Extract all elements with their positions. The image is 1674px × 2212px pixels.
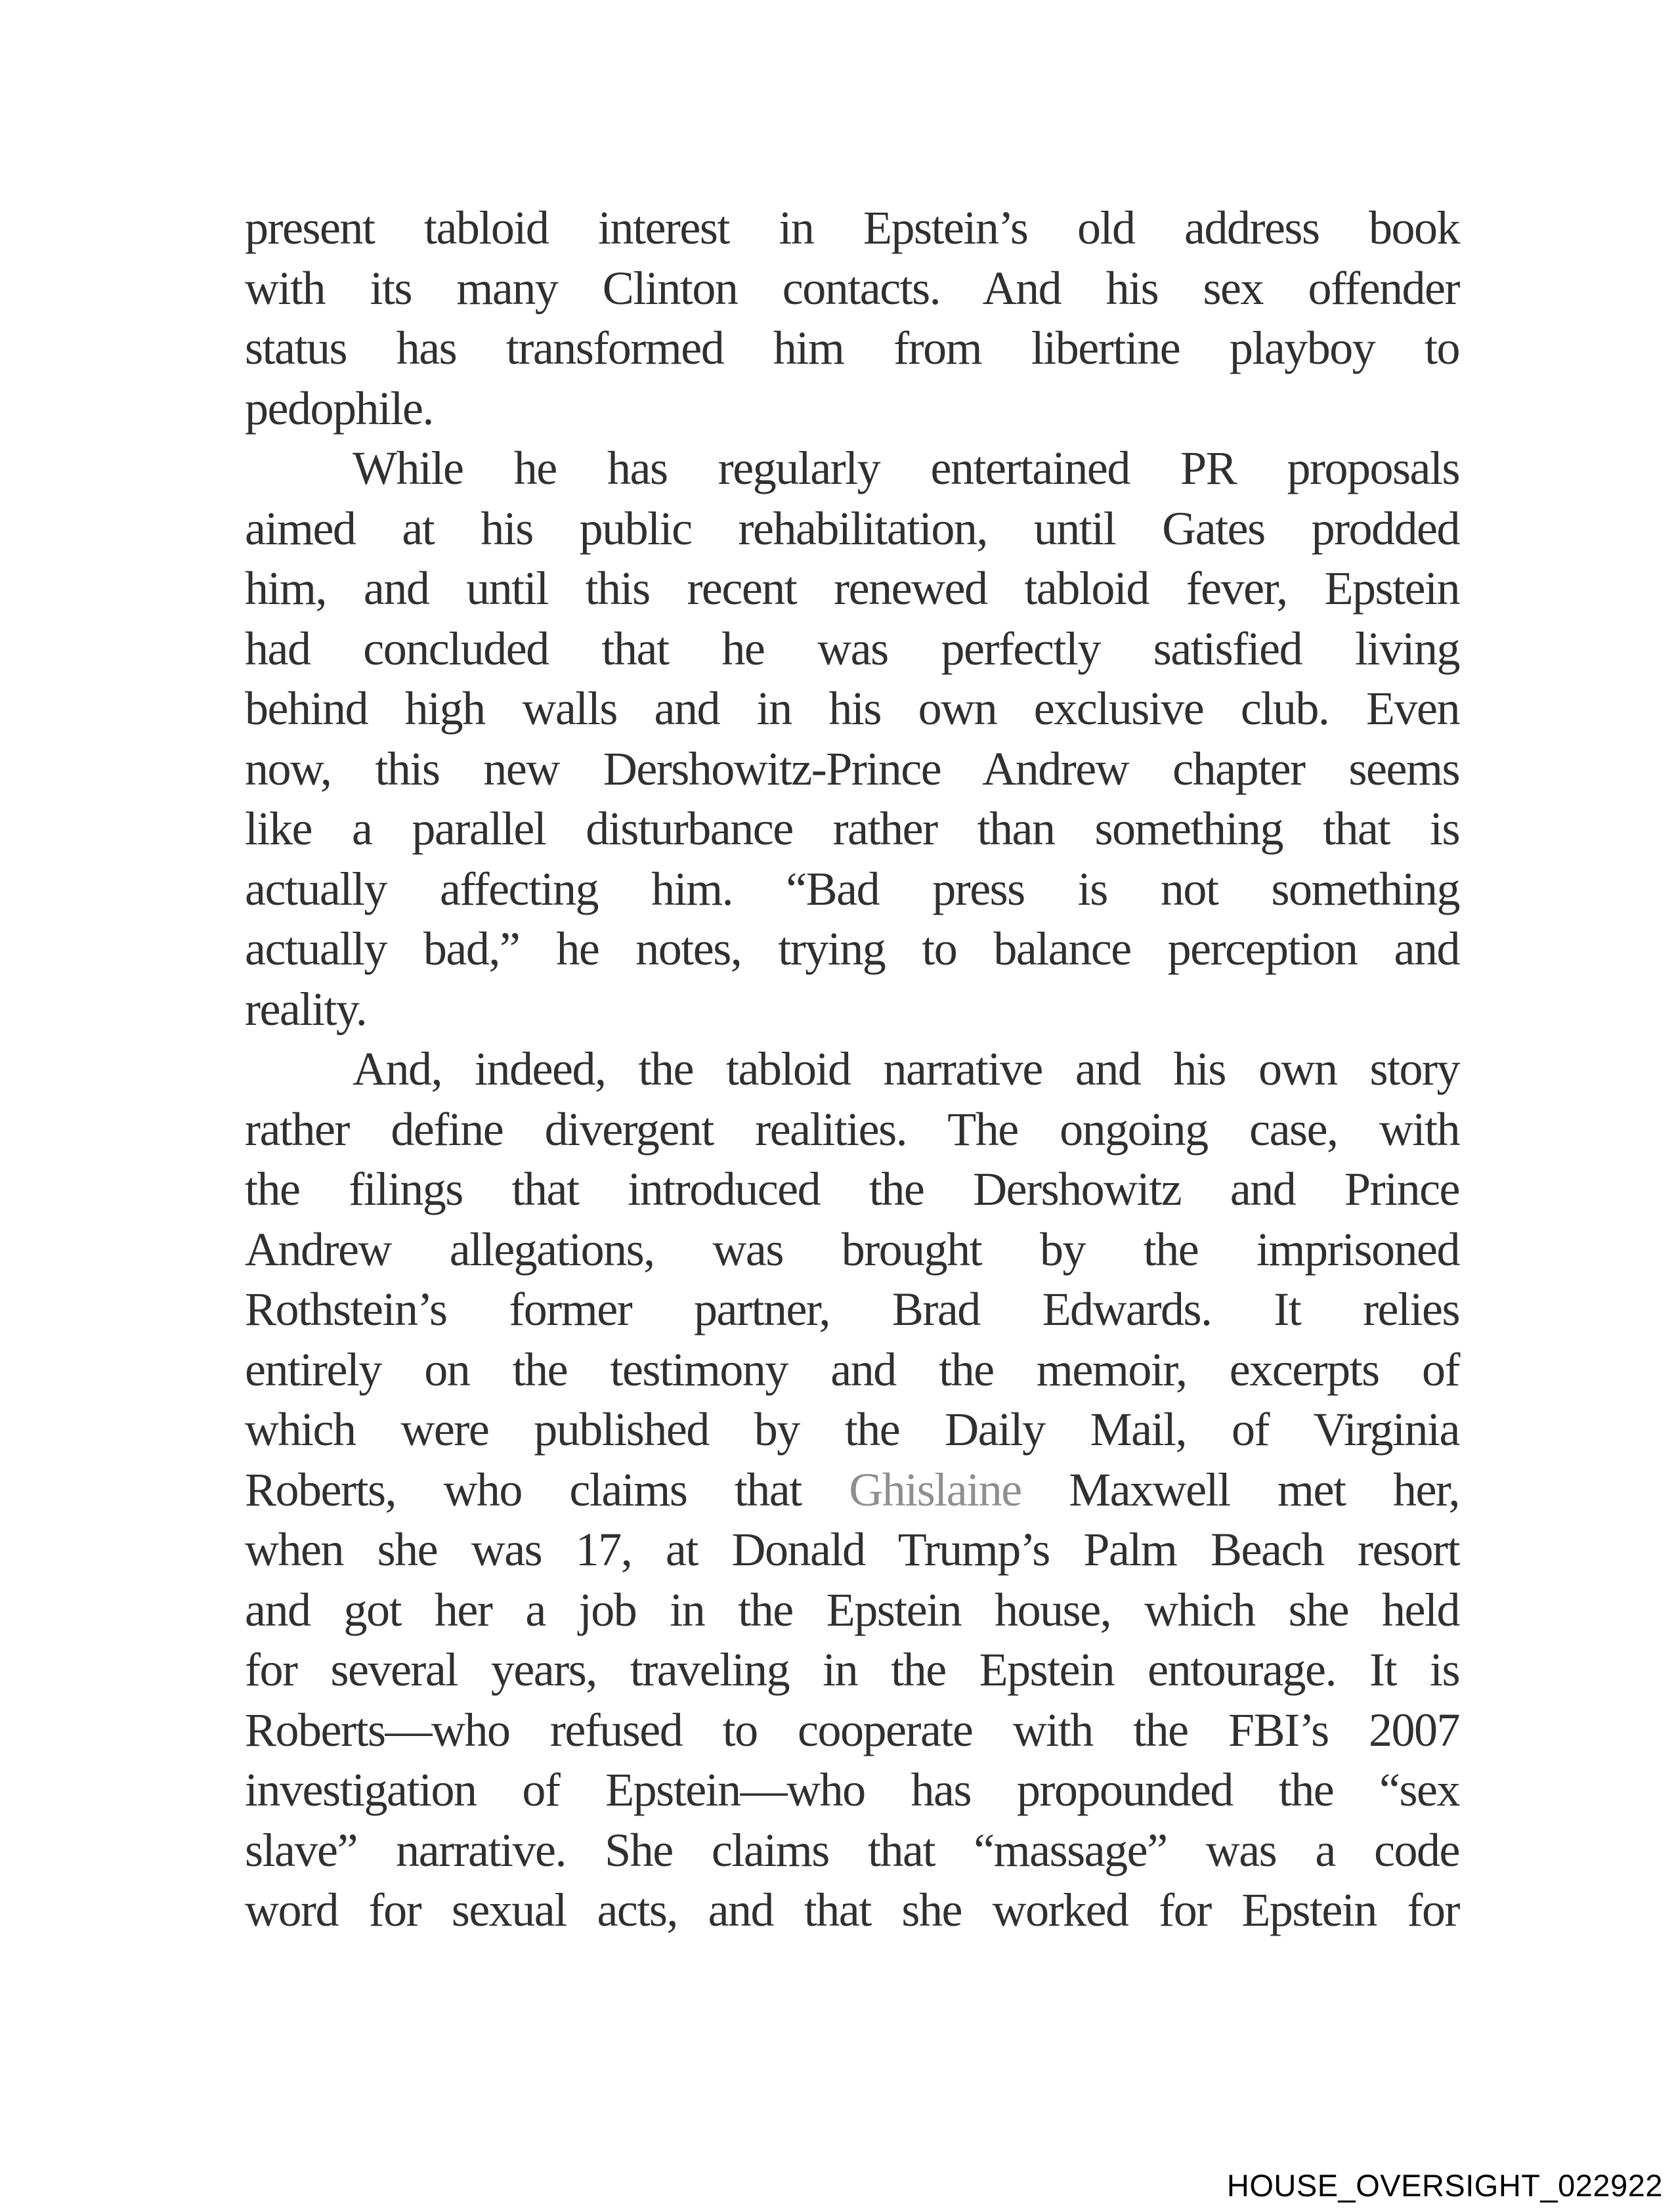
text-line: actually affecting him. “Bad press is not something <box>245 862 1459 915</box>
text-block <box>245 198 1459 1941</box>
text-line: status has transformed him from libertine playboy to <box>245 322 1459 374</box>
text-segment: Roberts, who claims that <box>245 1463 849 1516</box>
text-line: which were published by the Daily Mail, of Virginia <box>245 1403 1459 1456</box>
text-line: now, this new Dershowitz-Prince Andrew chapter seems <box>245 742 1459 795</box>
text-line: for several years, traveling in the Epstein entourage. It is <box>245 1643 1459 1696</box>
text-line: him, and until this recent renewed tabloid fever, Epstein <box>245 562 1459 615</box>
grayed-word-ghislaine: Ghislaine <box>849 1463 1021 1516</box>
text-line: While he has regularly entertained PR proposals <box>353 442 1459 494</box>
text-line: actually bad,” he notes, trying to balance perception and <box>245 922 1459 975</box>
text-line: present tabloid interest in Epstein’s old address book <box>245 202 1459 254</box>
text-line: the filings that introduced the Dershowitz and Prince <box>245 1163 1459 1215</box>
text-line: when she was 17, at Donald Trump’s Palm Beach resort <box>245 1523 1459 1576</box>
text-line: rather define divergent realities. The ongoing case, with <box>245 1102 1459 1156</box>
text-line: Rothstein’s former partner, Brad Edwards. It relies <box>245 1283 1459 1335</box>
text-line: entirely on the testimony and the memoir, excerpts of <box>245 1343 1459 1396</box>
text-line: like a parallel disturbance rather than something that is <box>245 802 1459 855</box>
text-line: investigation of Epstein—who has propounded the “sex <box>245 1764 1459 1816</box>
text-line: Roberts—who refused to cooperate with the FBI’s 2007 <box>245 1703 1459 1756</box>
text-line: with its many Clinton contacts. And his sex offender <box>245 261 1459 314</box>
text-line: word for sexual acts, and that she worked for Epstein for <box>245 1884 1459 1936</box>
text-line: slave” narrative. She claims that “massage” was a code <box>245 1823 1459 1876</box>
text-line <box>245 1460 1459 1521</box>
text-line: reality. <box>245 982 367 1035</box>
text-line: Andrew allegations, was brought by the imprisoned <box>245 1223 1459 1276</box>
text-line: aimed at his public rehabilitation, until Gates prodded <box>245 502 1459 555</box>
text-line: And, indeed, the tabloid narrative and his own story <box>353 1043 1459 1095</box>
text-segment: Maxwell met her, <box>1021 1463 1459 1516</box>
bates-number: HOUSE_OVERSIGHT_022922 <box>1226 2168 1663 2203</box>
text-line: had concluded that he was perfectly satisfied living <box>245 622 1459 675</box>
text-line: behind high walls and in his own exclusive club. Even <box>245 682 1459 735</box>
text-line: and got her a job in the Epstein house, which she held <box>245 1583 1459 1636</box>
text-line: pedophile. <box>245 381 433 435</box>
